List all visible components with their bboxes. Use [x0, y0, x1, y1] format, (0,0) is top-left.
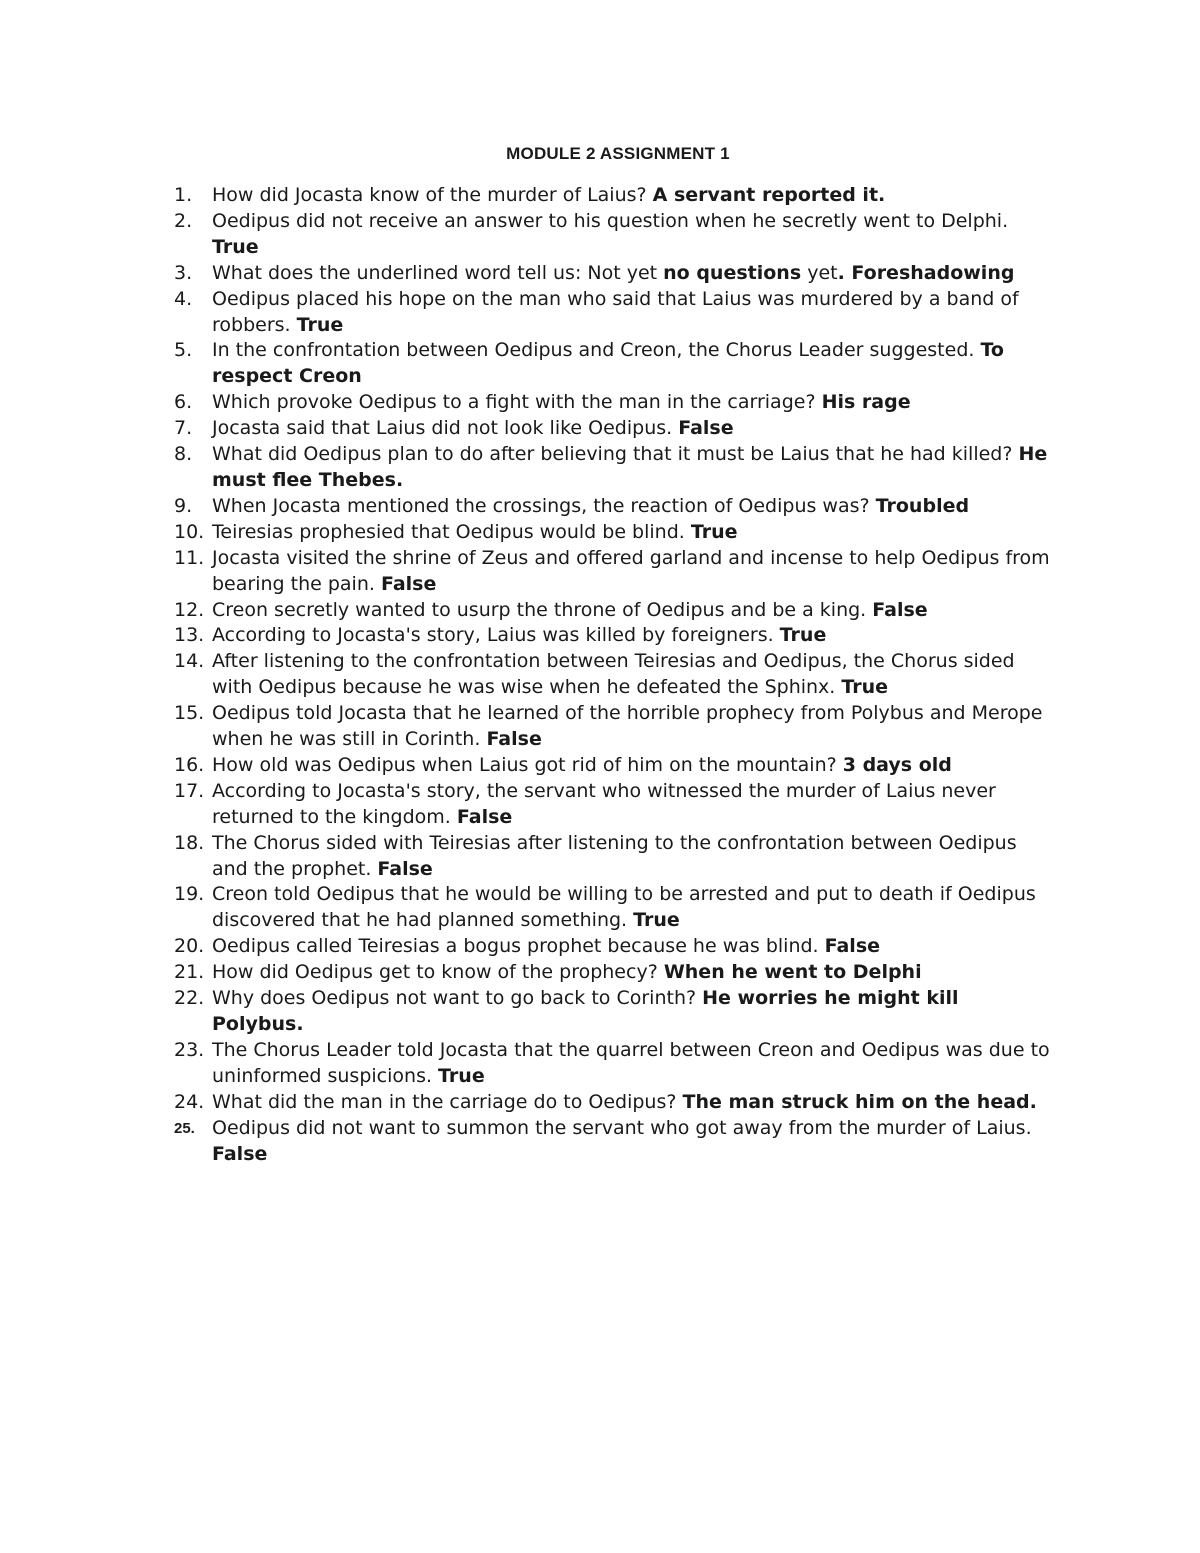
item-number: 24.	[174, 1090, 205, 1113]
question-text: How did Oedipus get to know of the prophecy?	[212, 961, 664, 984]
question-text: Oedipus did not receive an answer to his question when he secretly went to Delphi.	[212, 209, 1009, 232]
list-item	[174, 209, 1054, 261]
answer-text: His rage	[821, 391, 911, 414]
answer-text: True	[296, 313, 344, 336]
question-text: What did Oedipus plan to do after believing that it must be Laius that he had killed?	[212, 443, 1019, 466]
list-item	[174, 779, 1054, 831]
answer-text: False	[872, 598, 928, 621]
question-text: What did the man in the carriage do to Oedipus?	[212, 1090, 683, 1113]
question-text: The Chorus sided with Teiresias after listening to the confrontation between Oedipus and the prophet.	[212, 831, 1017, 880]
answer-text: True	[841, 676, 889, 699]
question-text: Jocasta said that Laius did not look like Oedipus.	[212, 417, 679, 440]
list-item	[174, 287, 1054, 339]
question-text: Jocasta visited the shrine of Zeus and offered garland and incense to help Oedipus from bearing the pain.	[212, 546, 1050, 595]
list-item	[174, 1038, 1054, 1090]
item-number: 18.	[174, 831, 205, 854]
item-number: 20.	[174, 935, 205, 958]
answer-text: no questions	[663, 261, 802, 284]
answer-text: False	[678, 417, 734, 440]
answer-text: The man struck him on the head.	[682, 1090, 1037, 1113]
question-text: Oedipus called Teiresias a bogus prophet because he was blind.	[212, 935, 825, 958]
item-number: 6.	[174, 391, 193, 414]
question-list	[174, 183, 1054, 1167]
list-item	[174, 831, 1054, 883]
list-item	[174, 1090, 1054, 1116]
question-text: Oedipus placed his hope on the man who said that Laius was murdered by a band of robbers.	[212, 287, 1019, 336]
item-number: 9.	[174, 494, 193, 517]
item-number: 1.	[174, 184, 193, 206]
item-number: 2.	[174, 209, 193, 232]
item-number: 23.	[174, 1038, 205, 1061]
item-number: 7.	[174, 417, 193, 440]
page-title: MODULE 2 ASSIGNMENT 1	[506, 144, 730, 163]
question-text: Creon secretly wanted to usurp the throne of Oedipus and be a king.	[212, 598, 873, 621]
answer-text: False	[380, 572, 437, 595]
item-number: 11.	[174, 546, 205, 569]
item-number: 21.	[174, 961, 205, 984]
answer-text: Troubled	[875, 494, 970, 517]
question-text: How did Jocasta know of the murder of Laius?	[212, 184, 653, 206]
answer-text: True	[438, 1064, 485, 1087]
question-text: Creon told Oedipus that he would be willing to be arrested and put to death if Oedipus discovered that he had planned something.	[212, 883, 1036, 932]
item-number: 10.	[174, 520, 205, 543]
question-text: When Jocasta mentioned the crossings, the reaction of Oedipus was?	[212, 494, 876, 517]
list-item	[174, 960, 1054, 986]
list-item	[174, 598, 1054, 624]
question-text: After listening to the confrontation between Teiresias and Oedipus, the Chorus sided with Oedipus because he was wise when he defeated the Sphinx.	[212, 650, 1015, 699]
list-item	[174, 442, 1054, 494]
question-text: In the confrontation between Oedipus and Creon, the Chorus Leader suggested.	[212, 339, 981, 362]
list-item	[174, 623, 1054, 649]
question-text: Oedipus told Jocasta that he learned of the horrible prophecy from Polybus and Merope when he was still in Corinth.	[212, 702, 1043, 751]
answer-text: When he went to Delphi	[663, 961, 922, 984]
question-text: How old was Oedipus when Laius got rid of him on the mountain?	[212, 753, 843, 776]
item-number: 16.	[174, 753, 205, 776]
item-number: 19.	[174, 883, 205, 906]
item-number: 22.	[174, 987, 205, 1010]
question-text: yet	[801, 261, 838, 284]
list-item	[174, 183, 1054, 209]
item-number: 25.	[174, 1119, 195, 1137]
answer-text: False	[456, 805, 513, 828]
list-item	[174, 1116, 1054, 1168]
list-item	[174, 261, 1054, 287]
answer-text: He must flee Thebes.	[212, 443, 1048, 491]
list-item	[174, 649, 1054, 701]
answer-text: True	[633, 909, 680, 932]
answer-text: 3 days old	[842, 753, 952, 776]
list-item	[174, 546, 1054, 598]
list-item	[174, 416, 1054, 442]
list-item	[174, 753, 1054, 779]
item-number: 3.	[174, 261, 193, 284]
answer-text: True	[690, 520, 738, 543]
question-text: What does the underlined word tell us: Not yet	[212, 261, 664, 284]
question-text: According to Jocasta's story, the servant who witnessed the murder of Laius never returned to the kingdom.	[212, 779, 996, 828]
answer-text: . Foreshadowing	[837, 261, 1015, 284]
list-item	[174, 494, 1054, 520]
item-number: 4.	[174, 287, 193, 310]
answer-text: False	[212, 1142, 268, 1165]
answer-text: True	[212, 235, 259, 258]
question-text: The Chorus Leader told Jocasta that the quarrel between Creon and Oedipus was due to uninformed suspicions.	[212, 1038, 1050, 1087]
answer-text: A servant reported it.	[652, 184, 886, 206]
list-item	[174, 390, 1054, 416]
list-item	[174, 520, 1054, 546]
answer-text: To respect Creon	[212, 339, 1004, 388]
list-item	[174, 986, 1054, 1038]
question-text: Oedipus did not want to summon the servant who got away from the murder of Laius.	[212, 1116, 1032, 1139]
item-number: 13.	[174, 624, 205, 647]
question-text: Which provoke Oedipus to a fight with the man in the carriage?	[212, 391, 822, 414]
item-number: 15.	[174, 702, 205, 725]
item-number: 12.	[174, 598, 205, 621]
item-number: 5.	[174, 339, 193, 362]
answer-text: He worries he might kill Polybus.	[212, 987, 959, 1035]
answer-text: False	[377, 857, 433, 880]
answer-text: True	[779, 624, 827, 647]
question-text: Why does Oedipus not want to go back to Corinth?	[212, 987, 703, 1010]
answer-text: False	[486, 728, 542, 751]
list-item	[174, 338, 1054, 390]
list-item	[174, 701, 1054, 753]
question-text: Teiresias prophesied that Oedipus would be blind.	[212, 520, 691, 543]
question-text: According to Jocasta's story, Laius was killed by foreigners.	[212, 624, 780, 647]
list-item	[174, 882, 1054, 934]
item-number: 17.	[174, 779, 205, 802]
item-number: 14.	[174, 650, 205, 673]
item-number: 8.	[174, 443, 193, 466]
list-item	[174, 934, 1054, 960]
answer-text: False	[824, 935, 881, 958]
